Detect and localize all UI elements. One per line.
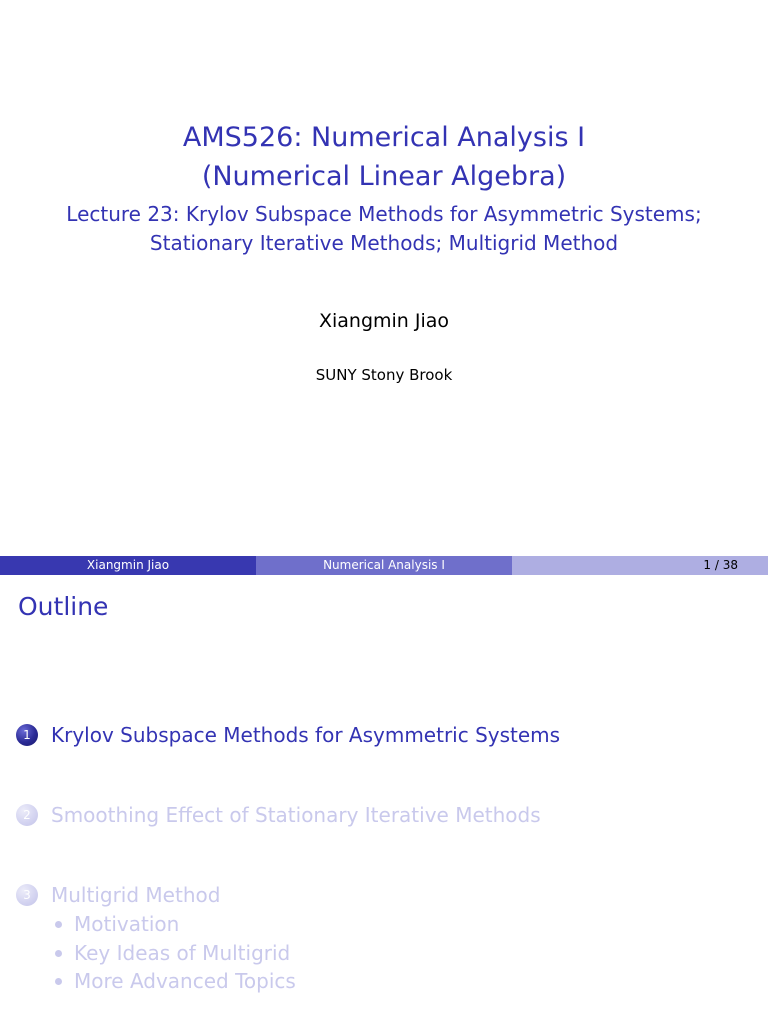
frame-title: Outline [18, 592, 109, 621]
footer-page-number: 1 / 38 [512, 556, 768, 575]
toc-section-label: Krylov Subspace Methods for Asymmetric Systems [51, 723, 561, 747]
toc-section-3[interactable] [16, 884, 220, 906]
toc-section-1[interactable] [16, 724, 560, 746]
footer-author: Xiangmin Jiao [0, 556, 256, 575]
bullet-icon [55, 978, 62, 985]
toc-subsection-label: More Advanced Topics [74, 969, 296, 993]
bullet-icon [55, 921, 62, 928]
toc-section-label: Smoothing Effect of Stationary Iterative Methods [51, 803, 541, 827]
toc-subsection-label: Motivation [74, 912, 180, 936]
subtitle-line-1: Lecture 23: Krylov Subspace Methods for Asymmetric Systems; [66, 202, 702, 226]
bullet-icon [55, 950, 62, 957]
author-name: Xiangmin Jiao [318, 310, 450, 332]
footer-bar [0, 556, 768, 575]
title-line-1: AMS526: Numerical Analysis I [182, 122, 586, 153]
title-line-2: (Numerical Linear Algebra) [201, 161, 567, 192]
toc-section-2[interactable] [16, 804, 541, 826]
subtitle-line-2: Stationary Iterative Methods; Multigrid Method [149, 231, 619, 255]
toc-subsection-motivation[interactable] [55, 914, 179, 934]
section-number-ball: 3 [16, 884, 38, 906]
toc-section-label: Multigrid Method [51, 883, 221, 907]
outline-slide [0, 575, 768, 1024]
toc-subsection-label: Key Ideas of Multigrid [74, 941, 291, 965]
toc-subsection-advanced-topics[interactable] [55, 971, 296, 991]
section-number-ball: 2 [16, 804, 38, 826]
toc-subsection-key-ideas[interactable] [55, 943, 290, 963]
institute: SUNY Stony Brook [315, 366, 453, 384]
footer-short-title: Numerical Analysis I [256, 556, 512, 575]
section-number-ball: 1 [16, 724, 38, 746]
